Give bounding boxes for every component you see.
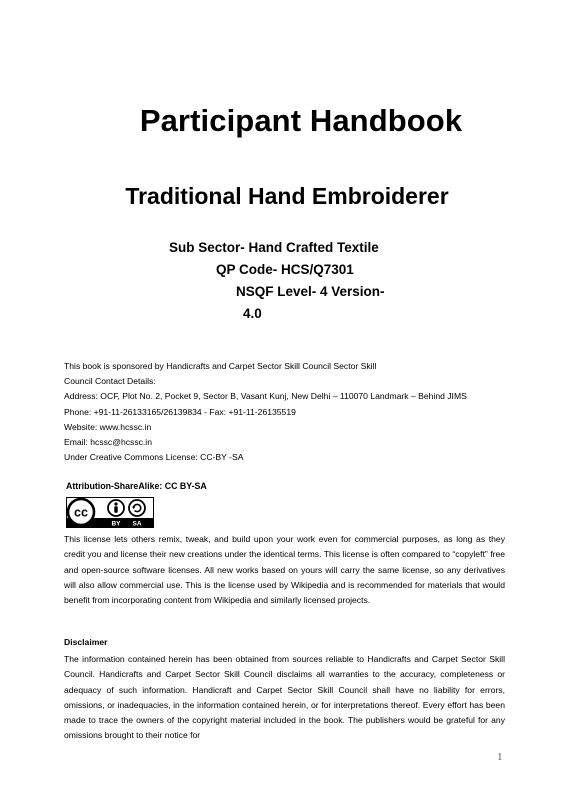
sponsor-line: This book is sponsored by Handicrafts and Carpet Sector Skill Council Sector Skill (64, 361, 377, 371)
attribution-icon (108, 500, 124, 516)
contact-details (64, 359, 508, 465)
cc-by-sa-badge (66, 497, 154, 528)
website-line: Website: www.hcssc.in (64, 421, 152, 432)
contact-heading: Council Contact Details: (64, 376, 156, 387)
sub-sector: Sub Sector- Hand Crafted Textile (169, 240, 379, 255)
license-description: This license lets others remix, tweak, and build upon your work even for commercial purposes, as long as they credit you and license their new creations under the identical terms. This license is often compared to “copyleft” free and open-source software licenses. All new works based on yours will carry the same license, so any derivatives will also allow commercial use. This is the license used by Wikipedia and is recommended for materials that would benefit from incorporating content from Wikipedia and similarly licensed projects. (64, 534, 505, 606)
license-line: Under Creative Commons License: CC-BY -SA (64, 452, 244, 463)
page-number: 1 (497, 751, 503, 763)
disclaimer-heading: Disclaimer (64, 637, 108, 647)
cc-badge-label: Attribution-ShareAlike: CC BY-SA (66, 481, 207, 491)
email-line: Email: hcssc@hcssc.in (64, 437, 152, 448)
phone-line: Phone: +91-11-26133165/26139834 - Fax: +91-11-26135519 (64, 406, 296, 417)
version-number: 4.0 (243, 306, 262, 321)
share-alike-icon (129, 500, 145, 516)
disclaimer-text: The information contained herein has been obtained from sources reliable to Handicrafts and Carpet Sector Skill Council. Handicrafts and Carpet Sector Skill Council disclaims all warranties to the accuracy, completeness or adequacy of such information. Handicraft and Carpet Sector Skill Council shall have no liability for errors, omissions, or inadequacies, in the information contained herein, or for interpretations thereof. Every effort has been made to trace the owners of the copyright material included in the book. The publishers would be grateful for any omissions brought to their notice for (64, 654, 505, 741)
qp-code: QP Code- HCS/Q7301 (216, 262, 354, 277)
document-subtitle: Traditional Hand Embroiderer (125, 183, 449, 209)
document-title: Participant Handbook (139, 103, 463, 138)
sa-label: SA (132, 520, 142, 528)
by-label: BY (111, 520, 121, 528)
cc-mark-text: cc (74, 505, 88, 520)
address-line: Address: OCF, Plot No. 2, Pocket 9, Sector B, Vasant Kunj, New Delhi – 110070 Landmark – Behind JIMS (64, 391, 467, 402)
creative-commons-icon (68, 499, 94, 525)
nsqf-level: NSQF Level- 4 Version- (236, 284, 385, 299)
